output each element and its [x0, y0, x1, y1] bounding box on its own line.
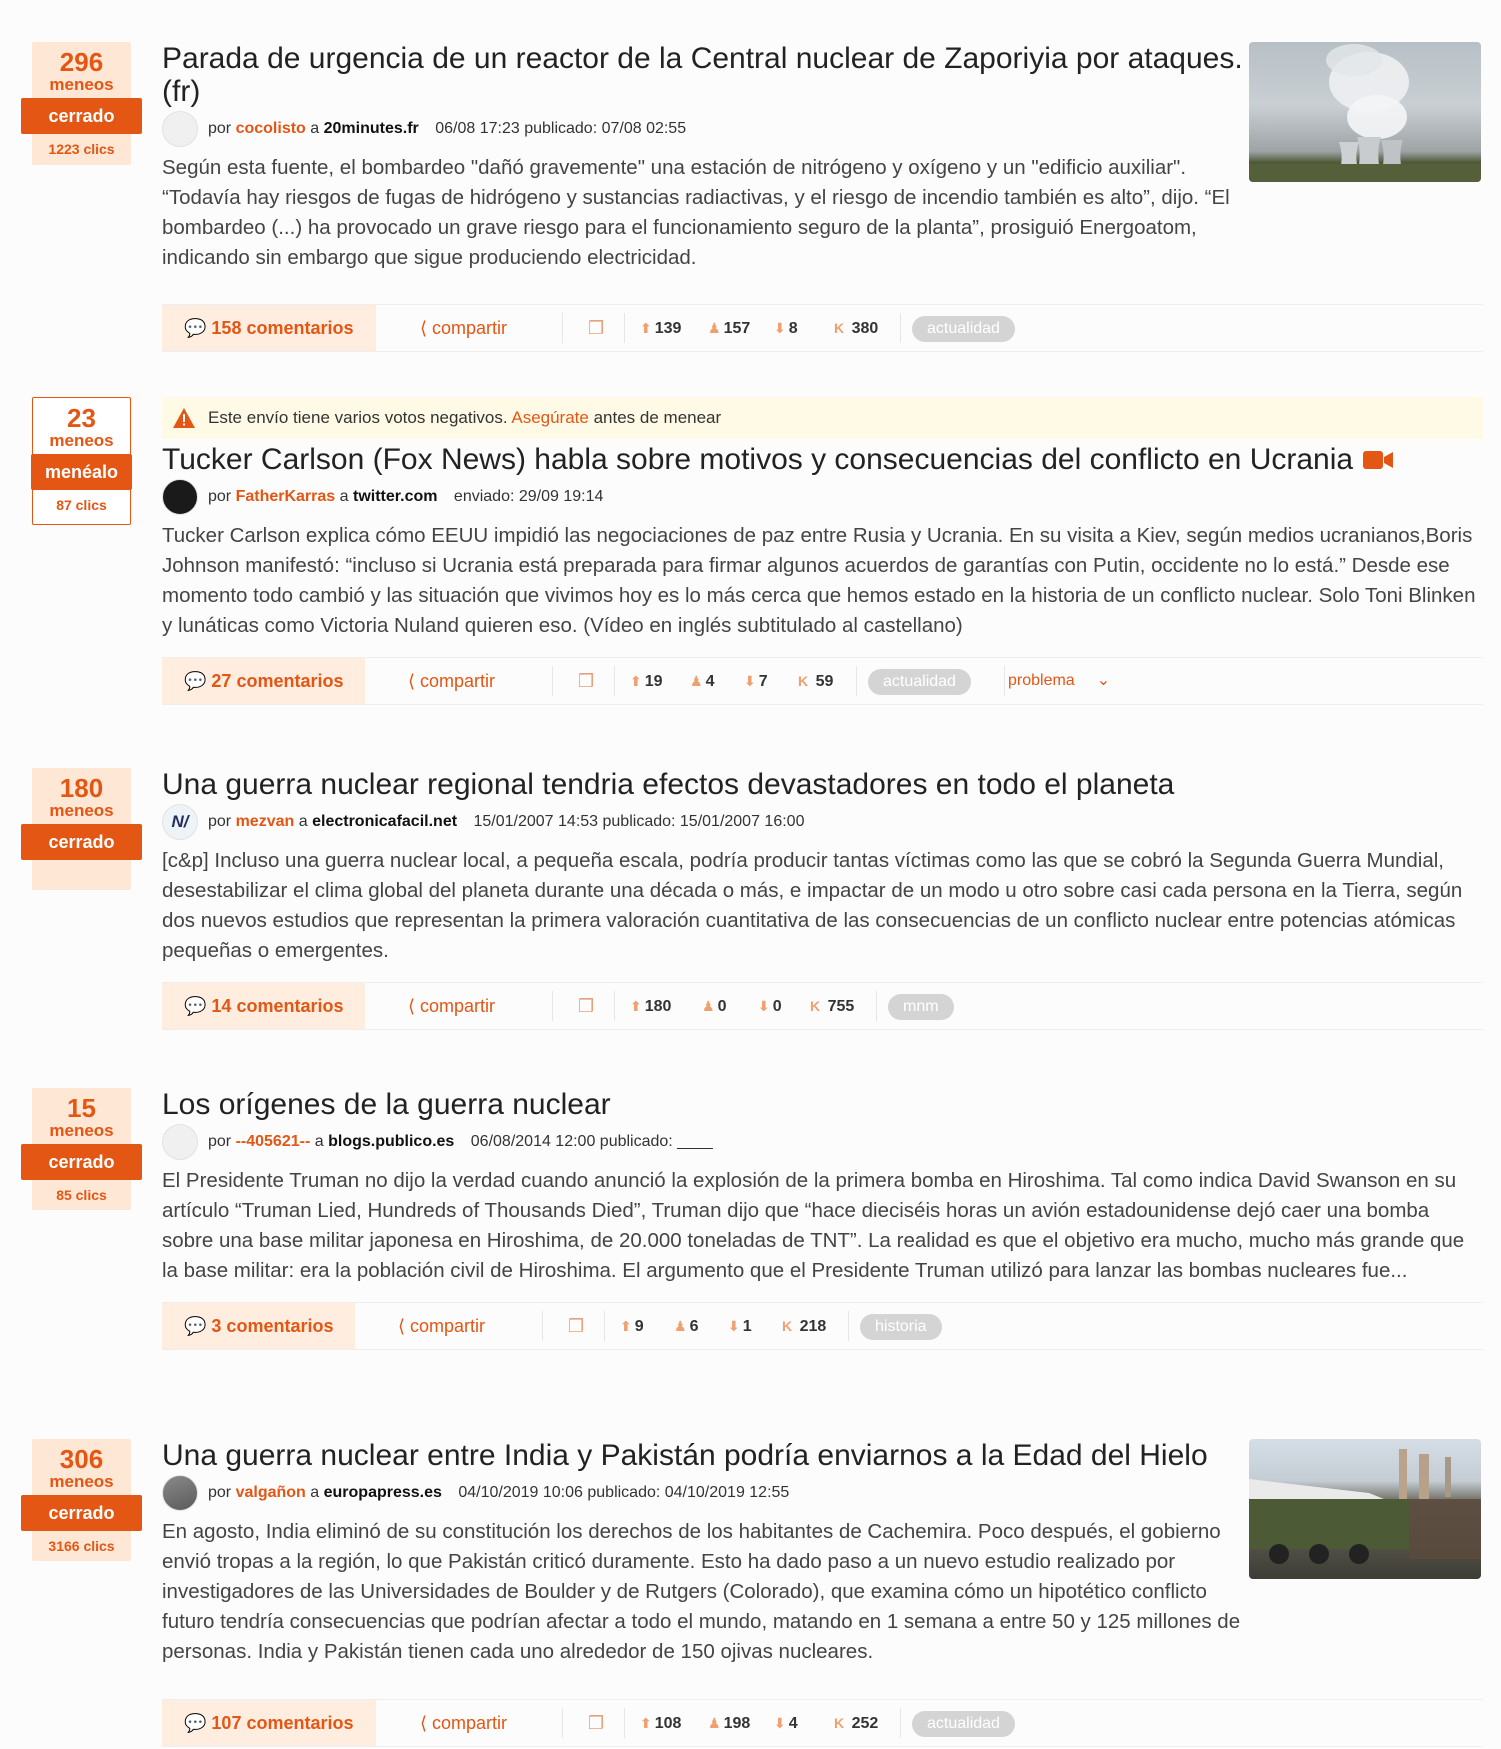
vote-count: 296 [59, 47, 104, 77]
comment-icon: 💬 [184, 1316, 212, 1336]
by-label: por [208, 120, 232, 137]
category-tag[interactable]: actualidad [912, 1711, 1015, 1737]
story-dates: 06/08/2014 12:00 publicado: ____ [470, 1133, 713, 1150]
story-toolbar [162, 1302, 1483, 1350]
bookmark-icon[interactable]: ❒ [588, 318, 605, 338]
comments-button[interactable]: 💬 158 comentarios [162, 305, 376, 351]
karma: K 380 [834, 320, 879, 337]
story-thumbnail[interactable] [1249, 1439, 1481, 1579]
story-summary: [c&p] Incluso una guerra nuclear local, a pequeña escala, podría producir tantas víctimas como las que se cobró la Segunda Guerra Mundial, desestabilizar el clima global del planeta durante una década o más, e impactar de un modo u otro sobre casi cada persona en la Tierra, según dos nuevos estudios que representan la primera valoración cuantitativa de las consecuencias de un conflicto nuclear entre potencias atómicas pequeñas o emergentes. [162, 849, 1463, 962]
by-label: por [208, 488, 232, 505]
karma: K 252 [834, 1715, 879, 1732]
divider [856, 666, 857, 696]
down-votes: ⬇ 8 [774, 320, 798, 337]
user-link[interactable]: --405621-- [235, 1133, 311, 1150]
story-thumbnail[interactable] [1249, 42, 1481, 182]
vote-box [32, 42, 131, 165]
vote-label: meneos [49, 1121, 114, 1140]
site-link[interactable]: twitter.com [353, 488, 438, 505]
story-dates: 04/10/2019 10:06 publicado: 04/10/2019 12:55 [458, 1484, 790, 1501]
comments-button[interactable]: 💬 3 comentarios [162, 1303, 355, 1349]
category-tag[interactable]: mnm [888, 994, 954, 1020]
vote-label: meneos [49, 801, 114, 820]
vote-box [32, 1088, 131, 1210]
video-icon [1363, 450, 1393, 470]
divider [900, 1708, 901, 1738]
menealo-button[interactable]: menéalo [31, 454, 132, 490]
karma-icon: K [810, 998, 821, 1014]
share-icon: ⟨ [408, 671, 421, 691]
user-link[interactable]: cocolisto [235, 120, 306, 137]
anon-votes: ♟ 4 [690, 673, 715, 690]
vote-count: 306 [59, 1444, 104, 1474]
negative-votes-warning: Este envío tiene varios votos negativos. Asegúrate antes de menear [162, 397, 1483, 439]
divider [614, 991, 615, 1021]
category-tag[interactable]: actualidad [868, 669, 971, 695]
up-votes: ⬆ 9 [620, 1318, 644, 1335]
anon-votes: ♟ 6 [674, 1318, 699, 1335]
clicks-count: 87 clics [56, 497, 107, 513]
clicks-count: 1223 clics [48, 141, 115, 157]
story-toolbar [162, 304, 1483, 352]
down-votes: ⬇ 7 [744, 673, 768, 690]
user-link[interactable]: valgañon [235, 1484, 306, 1501]
down-votes: ⬇ 1 [728, 1318, 752, 1335]
story-dates: 06/08 17:23 publicado: 07/08 02:55 [435, 120, 687, 137]
site-link[interactable]: electronicafacil.net [312, 813, 458, 830]
divider [552, 666, 553, 696]
avatar[interactable] [162, 111, 198, 147]
story-summary: El Presidente Truman no dijo la verdad cuando anunció la explosión de la primera bomba en Hiroshima. Tal como indica David Swanson en su artículo “Truman Lied, Hundreds of Thousands Died”, Truman dijo que “hace dieciséis horas un avión estadounidense dejó caer una bomba sobre una base militar japonesa en Hiroshima, de 20.000 toneladas de TNT”. La realidad es que el objetivo era mucho, mucho más grande que la base militar: era la población civil de Hiroshima. El argumento que el Presidente Truman utilizó para lanzar las bombas nucleares fue... [162, 1169, 1465, 1282]
vote-label: meneos [49, 431, 114, 450]
anon-icon: ♟ [690, 673, 703, 689]
karma: K 755 [810, 998, 855, 1015]
story-content [162, 42, 1243, 273]
divider [848, 1311, 849, 1341]
closed-button[interactable]: cerrado [21, 98, 142, 134]
at-label: a [298, 813, 308, 830]
karma-icon: K [834, 320, 845, 336]
up-votes: ⬆ 139 [640, 320, 682, 337]
up-votes: ⬆ 19 [630, 673, 663, 690]
share-button[interactable]: ⟨ compartir [398, 1316, 486, 1336]
vote-box [32, 1439, 131, 1561]
divider [876, 991, 877, 1021]
vote-label: meneos [49, 75, 114, 94]
story-summary: En agosto, India eliminó de su constitución los derechos de los habitantes de Cachemira. Poco después, el gobierno envió tropas a la región, lo que Pakistán criticó duramente. Esto ha dado paso a un nuevo estudio realizado por investigadores de las Universidades de Boulder y de Rutgers (Colorado), que examina cómo un hipotético conflicto futuro tendría consecuencias que podrían afectar a todo el mundo, matando en 1 semana a entre 50 y 125 millones de personas. India y Pakistán tienen cada uno alrededor de 150 ojivas nucleares. [162, 1520, 1241, 1663]
share-icon: ⟨ [408, 996, 421, 1016]
story-title[interactable]: Una guerra nuclear regional tendria efectos devastadores en todo el planeta [162, 768, 1175, 801]
story-toolbar [162, 657, 1483, 705]
at-label: a [310, 120, 320, 137]
anon-votes: ♟ 157 [708, 320, 751, 337]
karma-icon: K [798, 673, 809, 689]
at-label: a [310, 1484, 320, 1501]
divider [604, 1311, 605, 1341]
story-meta [162, 1475, 1243, 1511]
share-button[interactable]: ⟨ compartir [408, 671, 496, 691]
bookmark-icon[interactable]: ❒ [568, 1316, 585, 1336]
comments-button[interactable]: 💬 14 comentarios [162, 983, 365, 1029]
divider [562, 1708, 563, 1738]
chevron-down-icon: ⌄ [1096, 672, 1111, 689]
category-tag[interactable]: actualidad [912, 316, 1015, 342]
story-content [162, 1439, 1243, 1667]
story-dates: enviado: 29/09 19:14 [453, 488, 604, 505]
avatar[interactable]: N/ [162, 804, 198, 840]
divider [624, 313, 625, 343]
down-votes: ⬇ 4 [774, 1715, 798, 1732]
story-toolbar [162, 982, 1483, 1030]
anon-votes: ♟ 198 [708, 1715, 751, 1732]
share-button[interactable]: ⟨ compartir [420, 1713, 508, 1733]
divider [552, 991, 553, 1021]
clicks-count: 85 clics [56, 1187, 107, 1203]
share-button[interactable]: ⟨ compartir [420, 318, 508, 338]
story-summary: Tucker Carlson explica cómo EEUU impidió las negociaciones de paz entre Rusia y Ucrania. En su visita a Kiev, según medios ucranianos,Boris Johnson manifestó: “incluso si Ucrania está preparada para firmar algunos acuerdos de garantías con Putin, occidente no lo está.” Desde ese momento todo cambió y las situación que vivimos hoy es lo más cerca que hemos estado en la historia de un conflicto nuclear. Solo Toni Blinken y lunáticas como Victoria Nuland quieren eso. (Vídeo en inglés subtitulado al castellano) [162, 524, 1476, 637]
story-meta [162, 479, 1483, 515]
karma: K 218 [782, 1318, 827, 1335]
problem-dropdown[interactable]: problema ⌄ [1008, 672, 1111, 689]
user-link[interactable]: FatherKarras [235, 488, 336, 505]
anon-icon: ♟ [674, 1318, 687, 1334]
story-title[interactable]: Parada de urgencia de un reactor de la Central nuclear de Zaporiyia por ataques.(fr) [162, 42, 1243, 108]
story-meta [162, 111, 1243, 147]
site-link[interactable]: 20minutes.fr [323, 120, 419, 137]
vote-count: 15 [67, 1093, 96, 1123]
arrow-up-icon: ⬆ [640, 1715, 652, 1731]
arrow-down-icon: ⬇ [758, 998, 770, 1014]
at-label: a [314, 1133, 324, 1150]
site-link[interactable]: europapress.es [323, 1484, 442, 1501]
arrow-up-icon: ⬆ [640, 320, 652, 336]
arrow-up-icon: ⬆ [630, 673, 642, 689]
avatar[interactable] [162, 1475, 198, 1511]
comments-button[interactable]: 💬 107 comentarios [162, 1700, 376, 1746]
anon-icon: ♟ [708, 320, 721, 336]
arrow-down-icon: ⬇ [744, 673, 756, 689]
story-title[interactable]: Una guerra nuclear entre India y Pakistán podría enviarnos a la Edad del Hielo [162, 1439, 1208, 1472]
divider [624, 1708, 625, 1738]
avatar[interactable] [162, 1124, 198, 1160]
vote-box [32, 768, 131, 890]
story-meta [162, 1124, 1483, 1160]
warning-icon [172, 407, 196, 429]
anon-votes: ♟ 0 [702, 998, 727, 1015]
by-label: por [208, 1133, 232, 1150]
arrow-up-icon: ⬆ [620, 1318, 632, 1334]
down-votes: ⬇ 0 [758, 998, 782, 1015]
avatar[interactable] [162, 479, 198, 515]
vote-label: meneos [49, 1472, 114, 1491]
story-content [162, 397, 1483, 705]
share-icon: ⟨ [420, 1713, 433, 1733]
divider [614, 666, 615, 696]
karma: K 59 [798, 673, 834, 690]
closed-button[interactable]: cerrado [21, 1495, 142, 1531]
story-dates: 15/01/2007 14:53 publicado: 15/01/2007 16:00 [473, 813, 805, 830]
comment-icon: 💬 [184, 318, 212, 338]
divider [1004, 666, 1005, 696]
story-content [162, 1088, 1483, 1350]
comment-icon: 💬 [184, 1713, 212, 1733]
story-title[interactable]: Tucker Carlson (Fox News) habla sobre motivos y consecuencias del conflicto en Ucrania [162, 443, 1483, 476]
warning-link[interactable]: Asegúrate [511, 408, 589, 427]
comment-icon: 💬 [184, 671, 212, 691]
comments-button[interactable]: 💬 27 comentarios [162, 658, 365, 704]
bookmark-icon[interactable]: ❒ [578, 996, 595, 1016]
arrow-up-icon: ⬆ [630, 998, 642, 1014]
story-meta [162, 804, 1483, 840]
anon-icon: ♟ [702, 998, 715, 1014]
bookmark-icon[interactable]: ❒ [588, 1713, 605, 1733]
story-content [162, 768, 1483, 1030]
arrow-down-icon: ⬇ [728, 1318, 740, 1334]
karma-icon: K [782, 1318, 793, 1334]
up-votes: ⬆ 108 [640, 1715, 682, 1732]
vote-box [32, 397, 131, 525]
by-label: por [208, 813, 232, 830]
bookmark-icon[interactable]: ❒ [578, 671, 595, 691]
comment-icon: 💬 [184, 996, 212, 1016]
story-title[interactable]: Los orígenes de la guerra nuclear [162, 1088, 611, 1121]
user-link[interactable]: mezvan [235, 813, 295, 830]
up-votes: ⬆ 180 [630, 998, 672, 1015]
by-label: por [208, 1484, 232, 1501]
story-toolbar [162, 1699, 1483, 1747]
category-tag[interactable]: historia [860, 1314, 942, 1340]
share-icon: ⟨ [420, 318, 433, 338]
vote-count: 180 [59, 773, 104, 803]
divider [562, 313, 563, 343]
story-summary: Según esta fuente, el bombardeo "dañó gravemente" una estación de nitrógeno y oxígeno y un "edificio auxiliar". “Todavía hay riesgos de fugas de hidrógeno y sustancias radiactivas, y el riesgo de incendio también es alto”, dijo. “El bombardeo (...) ha provocado un grave riesgo para el funcionamiento seguro de la planta”, prosiguió Energoatom, indicando sin embargo que sigue produciendo electricidad. [162, 156, 1230, 269]
story-toolbar-wrap [162, 1683, 1483, 1747]
closed-button[interactable]: cerrado [21, 824, 142, 860]
divider [900, 313, 901, 343]
clicks-count: 3166 clics [48, 1538, 115, 1554]
karma-icon: K [834, 1715, 845, 1731]
at-label: a [339, 488, 349, 505]
arrow-down-icon: ⬇ [774, 1715, 786, 1731]
arrow-down-icon: ⬇ [774, 320, 786, 336]
closed-button[interactable]: cerrado [21, 1144, 142, 1180]
anon-icon: ♟ [708, 1715, 721, 1731]
divider [542, 1311, 543, 1341]
site-link[interactable]: blogs.publico.es [328, 1133, 455, 1150]
share-button[interactable]: ⟨ compartir [408, 996, 496, 1016]
story-toolbar-wrap [162, 288, 1483, 352]
share-icon: ⟨ [398, 1316, 411, 1336]
vote-count: 23 [67, 403, 96, 433]
